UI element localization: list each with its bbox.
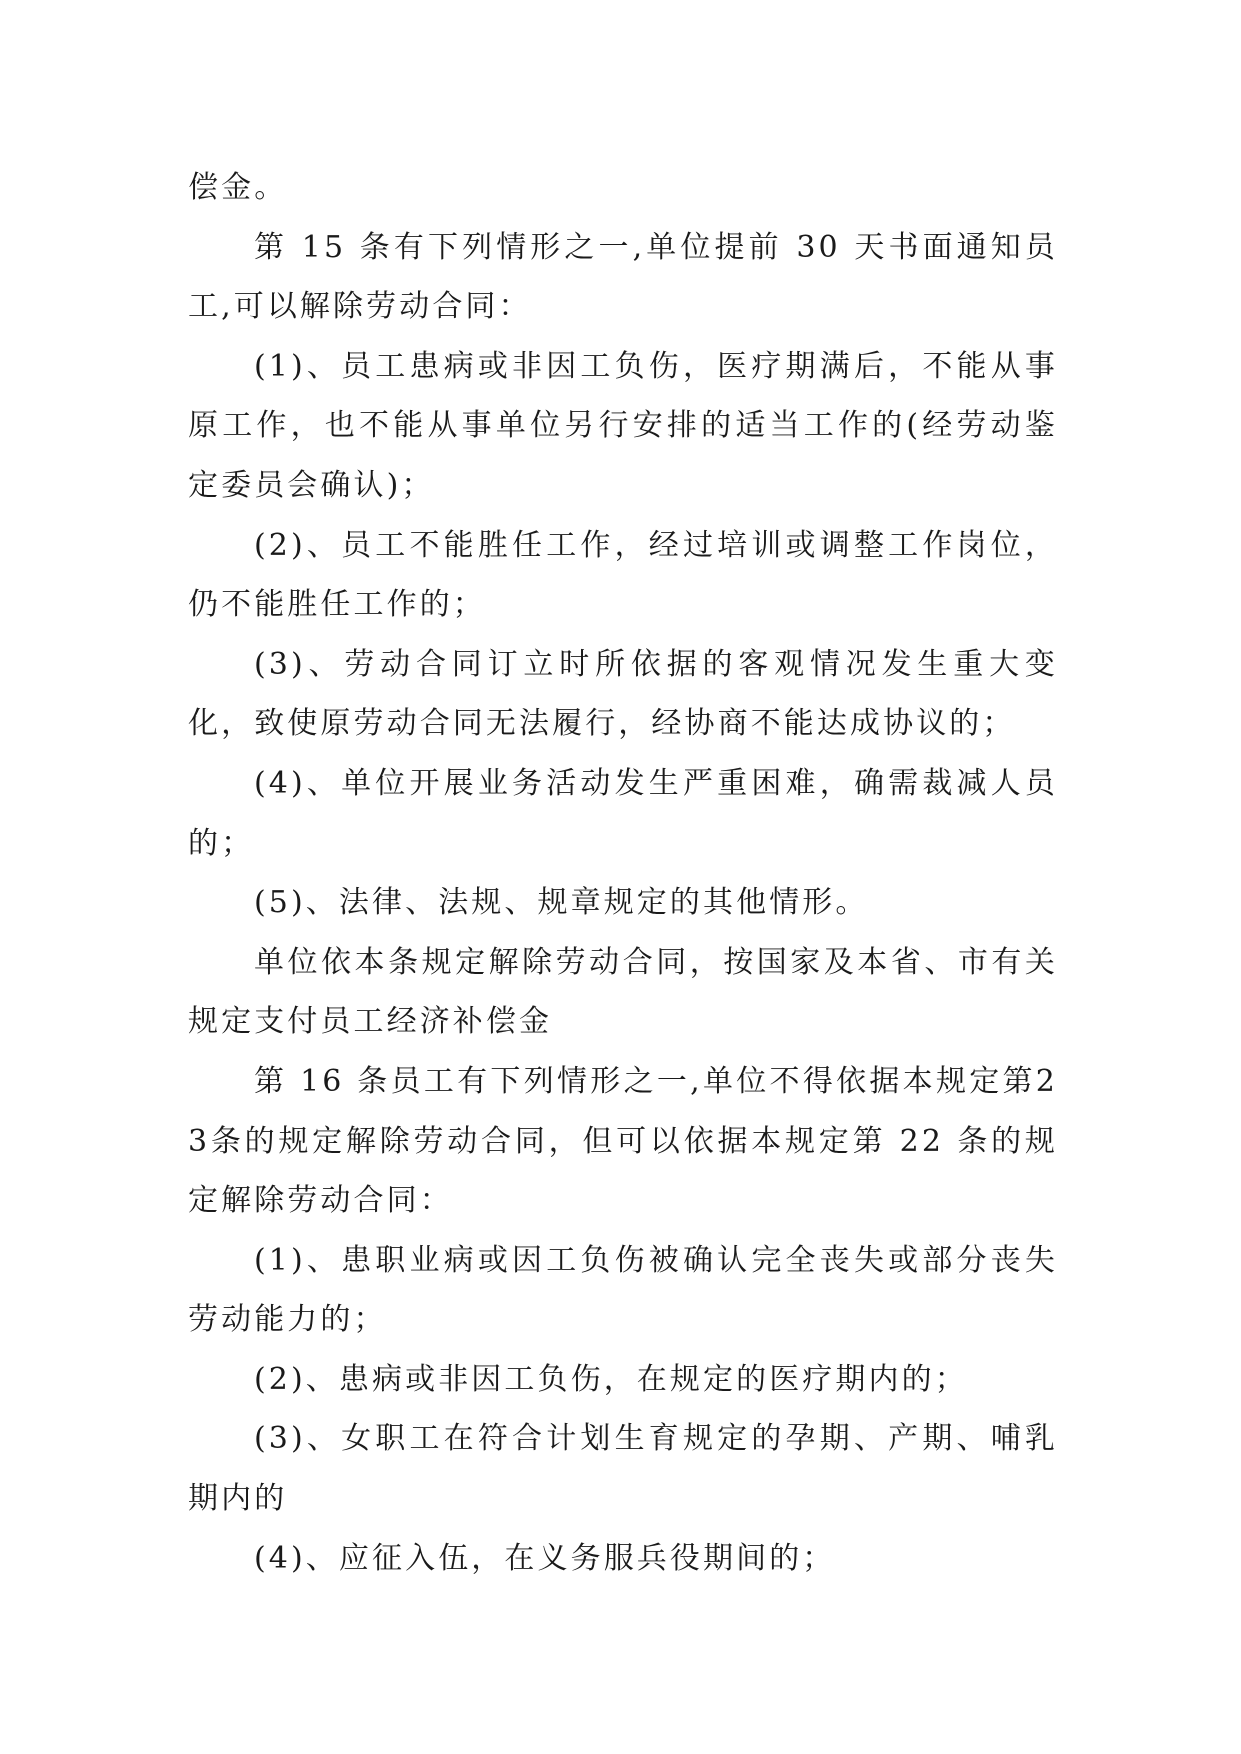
paragraph-article-15-item-1: (1)、员工患病或非因工负伤，医疗期满后，不能从事原工作，也不能从事单位另行安排的适当工作的(经劳动鉴定委员会确认)； — [188, 348, 1058, 503]
paragraph-article-16-item-2: (2)、患病或非因工负伤，在规定的医疗期内的； — [254, 1361, 968, 1397]
paragraph-continuation: 偿金。 — [188, 170, 288, 205]
paragraph-article-16-item-4: (4)、应征入伍，在义务服兵役期间的； — [254, 1540, 836, 1576]
document-body — [188, 158, 1058, 1588]
paragraph-article-15-item-3: (3)、劳动合同订立时所依据的客观情况发生重大变化，致使原劳动合同无法履行，经协商不能达成协议的； — [188, 646, 1058, 742]
paragraph-article-16-item-3: (3)、女职工在符合计划生育规定的孕期、产期、哺乳期内的 — [188, 1421, 1058, 1517]
paragraph-article-16-item-1: (1)、患职业病或因工负伤被确认完全丧失或部分丧失劳动能力的； — [188, 1242, 1058, 1338]
paragraph-article-15-item-4: (4)、单位开展业务活动发生严重困难，确需裁减人员的； — [188, 765, 1058, 861]
paragraph-article-16: 第 16 条员工有下列情形之一,单位不得依据本规定第23条的规定解除劳动合同，但可以依据本规定第 22 条的规定解除劳动合同： — [188, 1063, 1058, 1219]
paragraph-article-15-compensation: 单位依本条规定解除劳动合同，按国家及本省、市有关规定支付员工经济补偿金 — [188, 944, 1058, 1040]
paragraph-article-15: 第 15 条有下列情形之一,单位提前 30 天书面通知员工,可以解除劳动合同： — [188, 229, 1058, 325]
paragraph-article-15-item-2: (2)、员工不能胜任工作，经过培训或调整工作岗位，仍不能胜任工作的； — [188, 527, 1058, 623]
paragraph-article-15-item-5: (5)、法律、法规、规章规定的其他情形。 — [254, 885, 869, 921]
